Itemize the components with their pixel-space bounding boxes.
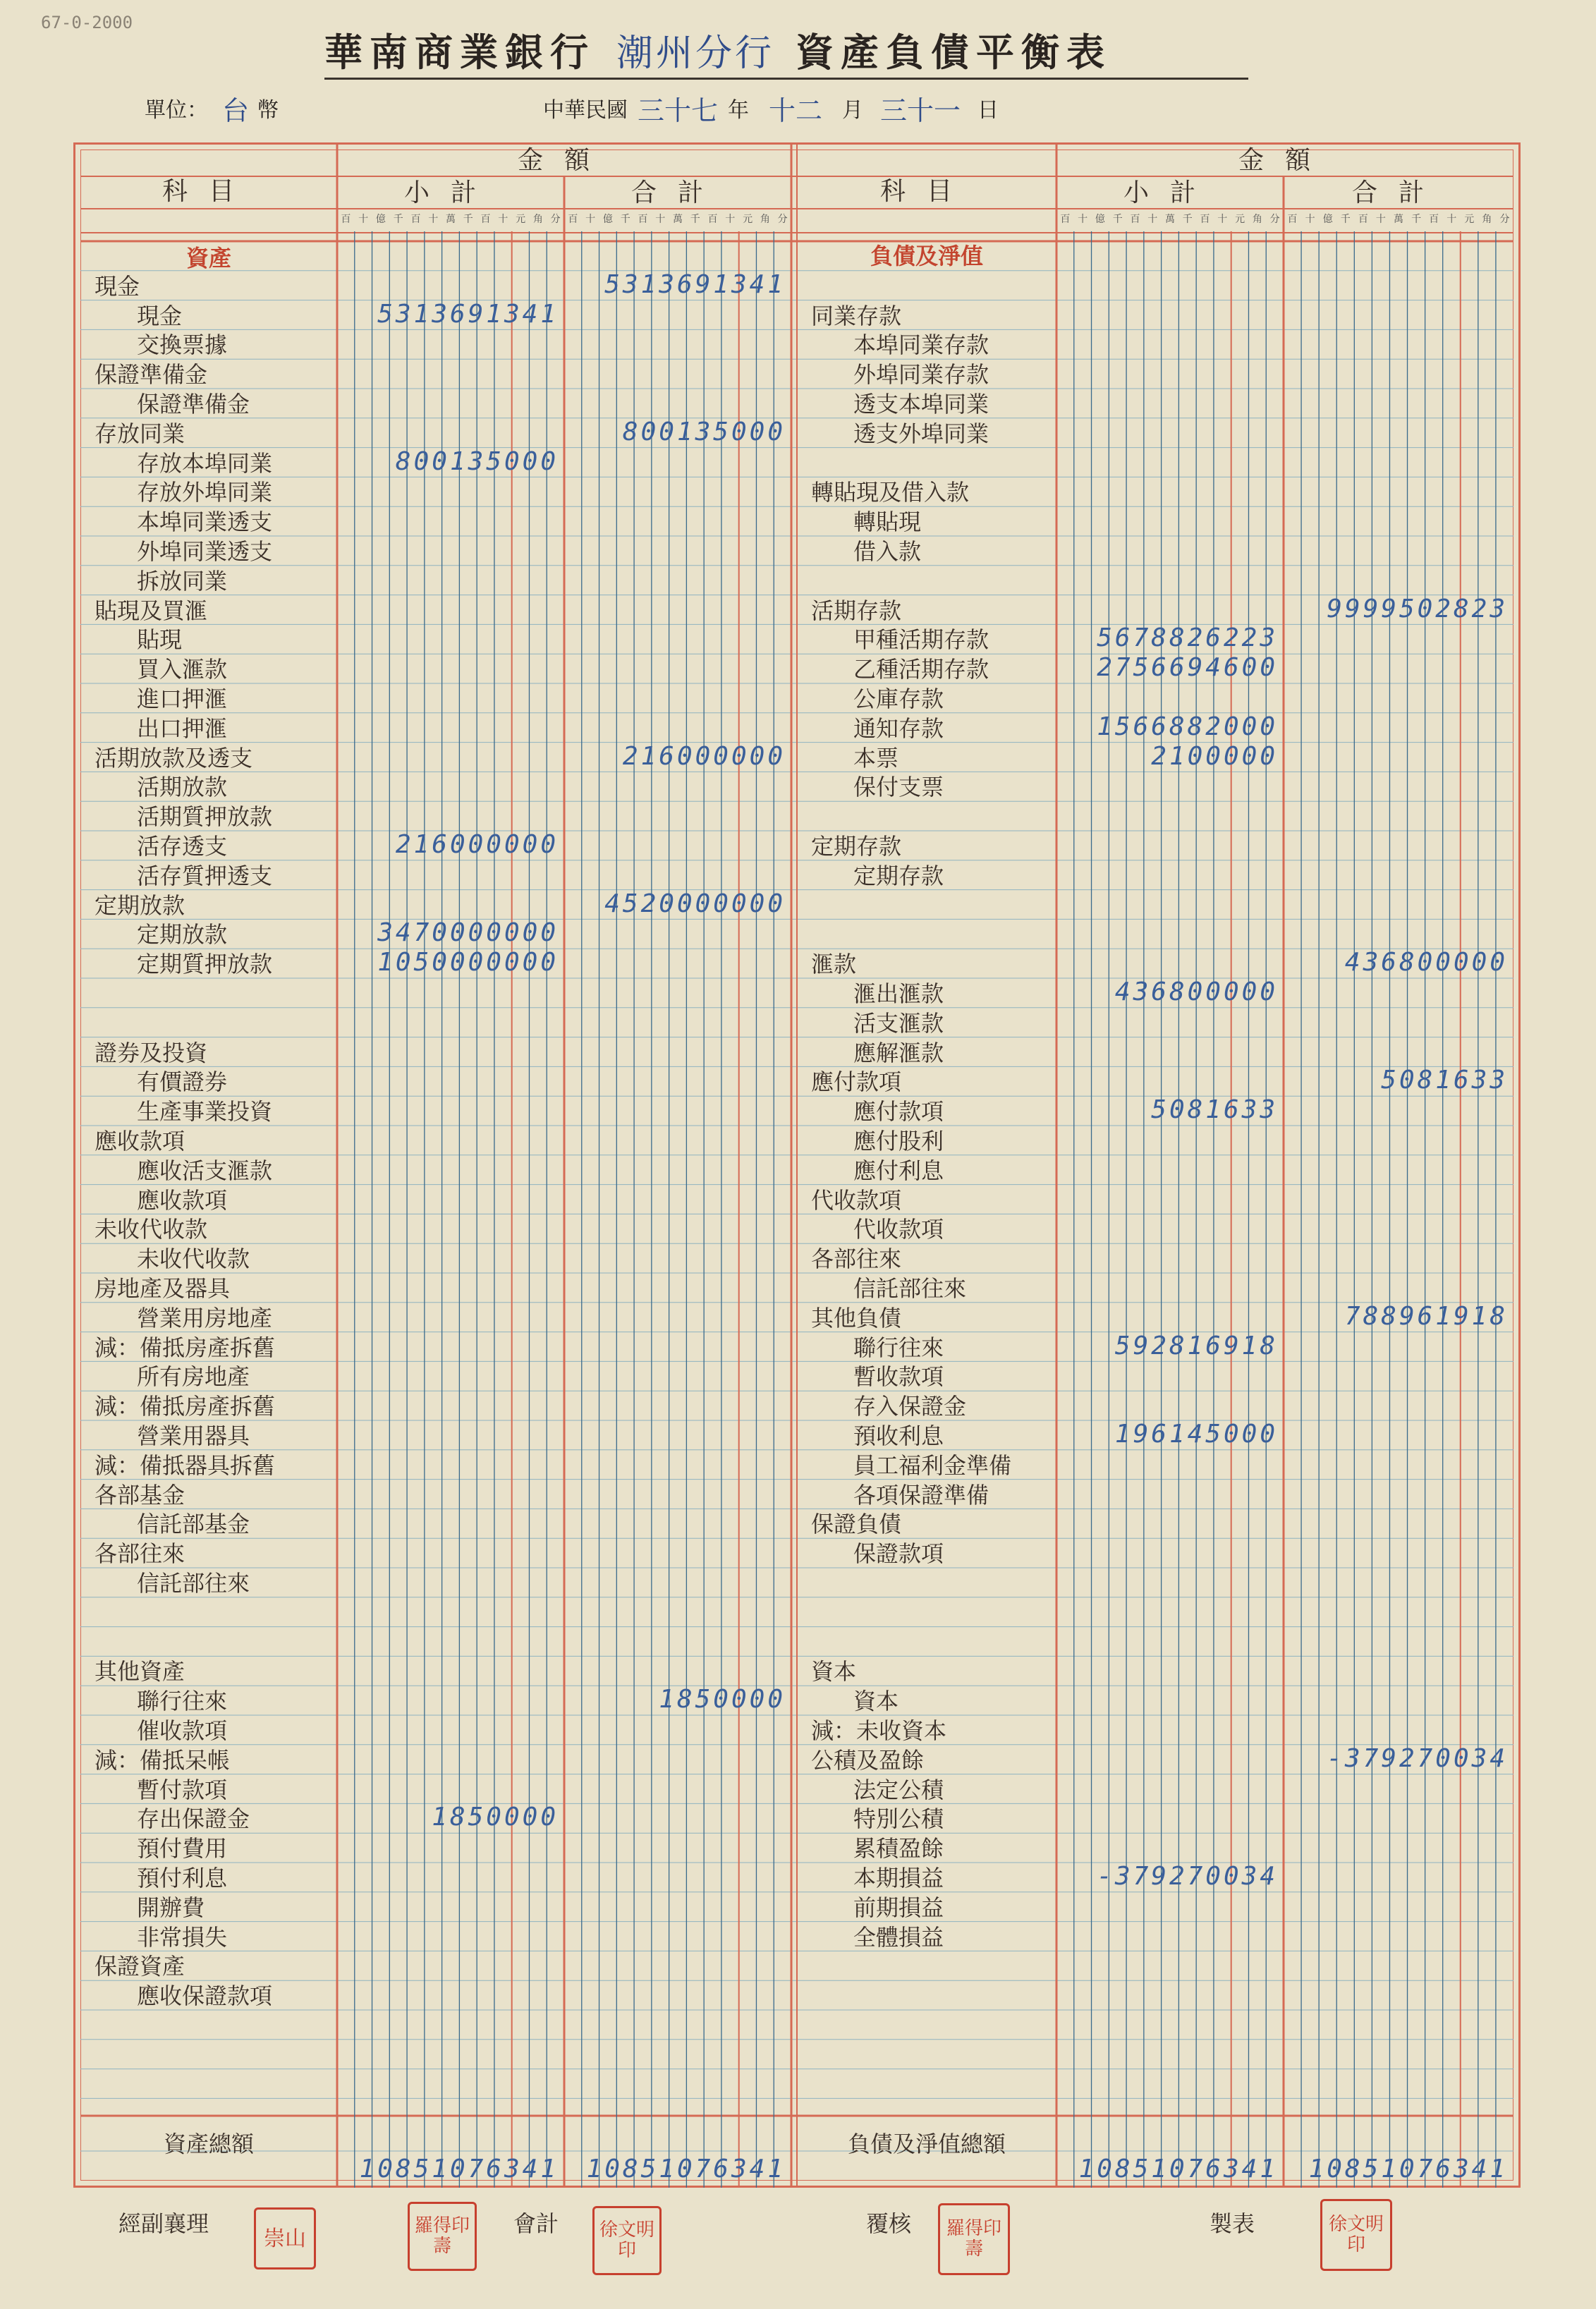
digit-header-3: 千 <box>620 214 631 225</box>
row-label-liabilities: 活期存款 <box>811 597 902 624</box>
digit-header-1: 十 <box>1078 214 1088 225</box>
row-label-liabilities: 資本 <box>853 1688 899 1715</box>
row-label-assets: 預付費用 <box>137 1835 228 1863</box>
row-label-liabilities: 各項保證準備 <box>853 1481 989 1509</box>
digit-header-8: 百 <box>1200 214 1210 225</box>
total-value-liabilities: 436800000 <box>1344 948 1508 977</box>
footer-prepared: 製表 <box>1210 2210 1255 2237</box>
digit-header-1: 十 <box>1305 214 1315 225</box>
row-label-liabilities: 信託部往來 <box>853 1275 967 1302</box>
row-label-liabilities: 預收利息 <box>853 1422 944 1449</box>
row-label-liabilities: 應付股利 <box>853 1128 944 1154</box>
row-label-liabilities: 通知存款 <box>853 714 944 742</box>
digit-header-0: 百 <box>568 214 578 225</box>
row-label-assets: 有價證券 <box>137 1068 228 1096</box>
seal-prepared: 徐文明印 <box>1320 2199 1392 2271</box>
digit-header-5: 十 <box>655 214 666 225</box>
date-day-hand: 三十一 <box>880 95 961 126</box>
row-label-liabilities: 應付款項 <box>853 1098 944 1126</box>
row-label-liabilities: 應付款項 <box>811 1068 902 1096</box>
digit-header-4: 百 <box>638 214 648 225</box>
row-label-liabilities: 轉貼現 <box>853 508 922 536</box>
subtotal-value-liabilities: 436800000 <box>1114 977 1278 1006</box>
row-label-liabilities: 保證款項 <box>853 1540 944 1568</box>
digit-header-8: 百 <box>1429 214 1439 225</box>
grand-subtotal-assets: 10851076341 <box>359 2155 559 2183</box>
row-label-liabilities: 本期損益 <box>853 1865 944 1891</box>
row-label-assets: 各部往來 <box>95 1540 185 1568</box>
digit-header-6: 萬 <box>446 214 456 225</box>
subtotal-value-liabilities: -379270034 <box>1097 1862 1278 1891</box>
subtotal-value-liabilities: 196145000 <box>1114 1420 1278 1449</box>
subtotal-value-assets: 1050000000 <box>377 948 559 977</box>
digit-header-12: 分 <box>1269 214 1280 225</box>
digit-header-12: 分 <box>1499 214 1510 225</box>
row-label-liabilities: 全體損益 <box>853 1923 944 1951</box>
row-label-assets: 拆放同業 <box>137 567 228 595</box>
row-label-assets: 各部基金 <box>95 1481 185 1509</box>
row-label-assets: 房地產及器具 <box>95 1275 231 1302</box>
row-label-assets: 定期放款 <box>95 891 185 919</box>
row-label-liabilities: 應付利息 <box>853 1157 944 1184</box>
footer-manager: 經副襄理 <box>118 2210 209 2237</box>
subtotal-value-assets: 216000000 <box>395 830 559 859</box>
subtotal-value-assets: 3470000000 <box>377 918 559 948</box>
row-label-liabilities: 法定公積 <box>853 1776 944 1803</box>
row-label-assets: 出口押滙 <box>137 714 228 742</box>
digit-header-6: 萬 <box>1394 214 1403 225</box>
row-label-assets: 存出保證金 <box>137 1805 250 1833</box>
digit-header-10: 元 <box>516 214 526 225</box>
row-label-assets: 保證準備金 <box>95 361 208 389</box>
total-value-liabilities: 788961918 <box>1344 1301 1508 1331</box>
row-label-liabilities: 甲種活期存款 <box>853 626 989 654</box>
row-label-liabilities: 代收款項 <box>853 1216 944 1243</box>
digit-header-7: 千 <box>1411 214 1422 225</box>
digit-header-9: 十 <box>498 214 508 225</box>
digit-header-11: 角 <box>1252 214 1262 225</box>
row-label-assets: 交換票據 <box>137 331 228 359</box>
digit-header-0: 百 <box>1060 214 1071 225</box>
digit-header-12: 分 <box>777 214 788 225</box>
row-label-assets: 減：備抵房產拆舊 <box>95 1393 276 1420</box>
subtotal-value-liabilities: 2756694600 <box>1097 653 1278 683</box>
total-value-assets: 4520000000 <box>604 889 786 918</box>
total-value-assets: 5313691341 <box>604 269 786 299</box>
total-header-assets: 合計 <box>631 178 725 207</box>
row-label-liabilities: 定期存款 <box>811 833 902 860</box>
total-header-liabilities: 合計 <box>1351 178 1446 207</box>
row-label-liabilities: 保證負債 <box>811 1511 902 1538</box>
section-header-assets: 資產 <box>185 245 232 272</box>
row-label-liabilities: 借入款 <box>853 538 922 565</box>
row-label-liabilities: 同業存款 <box>811 302 902 329</box>
row-label-assets: 定期質押放款 <box>137 951 273 978</box>
row-label-liabilities: 本埠同業存款 <box>853 331 989 359</box>
digit-header-9: 十 <box>1446 214 1457 225</box>
subtotal-value-liabilities: 5678826223 <box>1097 623 1278 653</box>
date-year-hand: 三十七 <box>638 95 719 126</box>
row-label-assets: 非常損失 <box>137 1923 228 1951</box>
row-label-liabilities: 特別公積 <box>853 1805 944 1833</box>
row-label-assets: 證券及投資 <box>95 1039 208 1066</box>
row-label-assets: 存放同業 <box>95 420 185 447</box>
row-label-liabilities: 轉貼現及借入款 <box>811 479 970 506</box>
row-label-assets: 進口押滙 <box>137 686 228 712</box>
total-value-liabilities: 5081633 <box>1381 1066 1508 1095</box>
row-label-assets: 存放外埠同業 <box>137 479 273 506</box>
total-value-liabilities: -379270034 <box>1327 1743 1508 1773</box>
row-label-assets: 預付利息 <box>137 1865 228 1891</box>
row-label-assets: 活期質押放款 <box>137 803 273 831</box>
row-label-liabilities: 公積及盈餘 <box>811 1746 925 1774</box>
row-label-liabilities: 外埠同業存款 <box>853 361 989 389</box>
row-label-assets: 活存透支 <box>137 833 228 860</box>
row-label-liabilities: 活支滙款 <box>853 1009 944 1037</box>
section-header-liabilities: 負債及淨值 <box>870 243 984 269</box>
digit-header-4: 百 <box>1130 214 1140 225</box>
amount-header-assets: 金額 <box>517 146 611 175</box>
digit-header-5: 十 <box>428 214 439 225</box>
digit-header-7: 千 <box>690 214 700 225</box>
digit-header-4: 百 <box>1358 214 1368 225</box>
row-label-assets: 開辦費 <box>137 1894 205 1921</box>
row-label-assets: 保證資產 <box>95 1953 185 1980</box>
row-label-liabilities: 代收款項 <box>811 1186 902 1214</box>
row-label-assets: 現金 <box>137 302 183 329</box>
row-label-liabilities: 累積盈餘 <box>853 1835 944 1863</box>
amount-header-liabilities: 金額 <box>1238 146 1332 175</box>
grand-total-label-liabilities: 負債及淨值總額 <box>847 2131 1006 2157</box>
subtotal-value-assets: 800135000 <box>395 446 559 476</box>
form-number: 67-0-2000 <box>41 13 133 32</box>
row-label-liabilities: 滙出滙款 <box>853 980 944 1007</box>
total-value-liabilities: 9999502823 <box>1327 594 1508 623</box>
digit-header-3: 千 <box>1112 214 1123 225</box>
digit-header-10: 元 <box>743 214 753 225</box>
subtotal-value-liabilities: 1566882000 <box>1097 712 1278 741</box>
row-label-liabilities: 前期損益 <box>853 1894 944 1921</box>
row-label-assets: 減：備抵器具拆舊 <box>95 1451 276 1479</box>
digit-header-2: 億 <box>1322 214 1333 225</box>
row-label-liabilities: 存入保證金 <box>853 1393 967 1420</box>
digit-header-5: 十 <box>1375 214 1386 225</box>
digit-header-2: 億 <box>375 214 386 225</box>
digit-header-11: 角 <box>760 214 770 225</box>
row-label-assets: 外埠同業透支 <box>137 538 273 565</box>
row-label-assets: 暫付款項 <box>137 1776 228 1803</box>
footer-review: 覆核 <box>866 2210 912 2237</box>
currency-label: 幣 <box>257 98 279 123</box>
row-label-assets: 存放本埠同業 <box>137 449 273 477</box>
date-era: 中華民國 <box>543 98 628 123</box>
row-label-liabilities: 聯行往來 <box>853 1334 944 1361</box>
digit-header-5: 十 <box>1147 214 1158 225</box>
row-label-liabilities: 透支外埠同業 <box>853 420 989 447</box>
row-label-assets: 應收活支滙款 <box>137 1157 273 1184</box>
total-value-assets: 1850000 <box>659 1685 786 1714</box>
bank-name: 華南商業銀行 <box>324 29 595 75</box>
row-label-assets: 催收款項 <box>137 1717 228 1744</box>
row-label-assets: 活期放款及透支 <box>95 744 253 772</box>
row-label-liabilities: 保付支票 <box>853 774 944 801</box>
digit-header-6: 萬 <box>673 214 683 225</box>
digit-header-0: 百 <box>1287 214 1298 225</box>
row-label-assets: 活存質押透支 <box>137 862 273 889</box>
subtotal-header-liabilities: 小計 <box>1123 178 1217 207</box>
row-label-liabilities: 乙種活期存款 <box>853 656 989 683</box>
row-label-assets: 信託部往來 <box>137 1570 250 1597</box>
digit-header-11: 角 <box>532 214 543 225</box>
digit-header-11: 角 <box>1482 214 1492 225</box>
row-label-assets: 貼現 <box>137 626 183 654</box>
row-label-assets: 本埠同業透支 <box>137 508 273 536</box>
row-label-assets: 信託部基金 <box>137 1511 250 1538</box>
date-day: 日 <box>977 98 999 123</box>
subtotal-header-assets: 小計 <box>403 178 498 207</box>
row-label-assets: 未收代收款 <box>137 1245 250 1273</box>
grand-total-label-assets: 資產總額 <box>163 2131 255 2157</box>
row-label-liabilities: 暫收款項 <box>853 1363 944 1391</box>
row-label-assets: 其他資產 <box>95 1658 185 1686</box>
seal-manager: 崇山 <box>254 2207 316 2270</box>
digit-header-9: 十 <box>725 214 736 225</box>
row-label-assets: 未收代收款 <box>95 1216 208 1243</box>
digit-header-6: 萬 <box>1165 214 1175 225</box>
branch-name: 潮州分行 <box>616 32 775 75</box>
row-label-liabilities: 本票 <box>853 744 899 772</box>
row-label-liabilities: 減：未收資本 <box>811 1717 947 1744</box>
row-label-assets: 應收款項 <box>95 1128 185 1154</box>
seal-manager-2: 羅得印壽 <box>408 2202 477 2271</box>
grand-total-liabilities: 10851076341 <box>1308 2155 1508 2183</box>
row-label-assets: 現金 <box>95 272 140 300</box>
date-year: 年 <box>728 98 750 123</box>
digit-header-2: 億 <box>602 214 613 225</box>
digit-header-3: 千 <box>393 214 403 225</box>
grand-total-assets: 10851076341 <box>586 2155 786 2183</box>
row-label-assets: 定期放款 <box>137 921 228 949</box>
row-label-liabilities: 定期存款 <box>853 862 944 889</box>
subject-header-assets: 科目 <box>162 177 256 206</box>
row-label-assets: 營業用器具 <box>137 1422 250 1449</box>
subtotal-value-assets: 5313691341 <box>377 299 559 329</box>
row-label-assets: 營業用房地產 <box>137 1304 273 1332</box>
row-label-assets: 應收保證款項 <box>137 1982 273 2010</box>
row-label-liabilities: 應解滙款 <box>853 1039 944 1066</box>
row-label-assets: 買入滙款 <box>137 656 228 683</box>
row-label-liabilities: 其他負債 <box>811 1304 902 1332</box>
row-label-liabilities: 資本 <box>811 1658 857 1686</box>
date-month: 月 <box>842 98 864 123</box>
digit-header-8: 百 <box>707 214 718 225</box>
row-label-assets: 聯行往來 <box>137 1688 228 1715</box>
total-value-assets: 800135000 <box>622 417 786 446</box>
row-label-liabilities: 透支本埠同業 <box>853 391 989 418</box>
subtotal-value-liabilities: 592816918 <box>1114 1331 1278 1360</box>
digit-header-7: 千 <box>463 214 473 225</box>
digit-header-12: 分 <box>550 214 561 225</box>
digit-header-1: 十 <box>585 214 596 225</box>
digit-header-8: 百 <box>480 214 491 225</box>
digit-header-10: 元 <box>1235 214 1245 225</box>
row-label-assets: 應收款項 <box>137 1186 228 1214</box>
subject-header-liabilities: 科目 <box>879 177 974 206</box>
subtotal-value-liabilities: 5081633 <box>1151 1095 1278 1125</box>
seal-review: 羅得印壽 <box>938 2203 1010 2275</box>
digit-header-2: 億 <box>1095 214 1105 225</box>
digit-header-10: 元 <box>1464 214 1475 225</box>
grand-subtotal-liabilities: 10851076341 <box>1078 2155 1278 2183</box>
footer-accounting: 會計 <box>513 2210 559 2237</box>
report-name: 資產負債平衡表 <box>796 29 1112 75</box>
subtotal-value-liabilities: 2100000 <box>1151 741 1278 771</box>
row-label-liabilities: 各部往來 <box>811 1245 902 1273</box>
unit-label: 單位： <box>145 98 208 123</box>
row-label-assets: 活期放款 <box>137 774 228 801</box>
row-label-assets: 所有房地產 <box>137 1363 250 1391</box>
total-value-assets: 216000000 <box>622 741 786 771</box>
digit-header-0: 百 <box>341 214 351 225</box>
row-label-liabilities: 滙款 <box>811 951 857 978</box>
subtotal-value-assets: 1850000 <box>432 1803 559 1832</box>
row-label-assets: 減：備抵房產拆舊 <box>95 1334 276 1361</box>
digit-header-1: 十 <box>358 214 369 225</box>
row-label-assets: 減：備抵呆帳 <box>95 1746 231 1774</box>
digit-header-7: 千 <box>1182 214 1193 225</box>
digit-header-3: 千 <box>1340 214 1351 225</box>
digit-header-9: 十 <box>1217 214 1228 225</box>
digit-header-4: 百 <box>410 214 421 225</box>
currency-hand: 台 <box>222 95 250 126</box>
row-label-liabilities: 員工福利金準備 <box>853 1451 1012 1479</box>
date-month-hand: 十二 <box>769 95 823 126</box>
row-label-liabilities: 公庫存款 <box>853 686 944 712</box>
row-label-assets: 保證準備金 <box>137 391 250 418</box>
seal-accounting: 徐文明印 <box>592 2206 662 2275</box>
row-label-assets: 生產事業投資 <box>137 1098 273 1126</box>
row-label-assets: 貼現及買滙 <box>95 597 208 624</box>
